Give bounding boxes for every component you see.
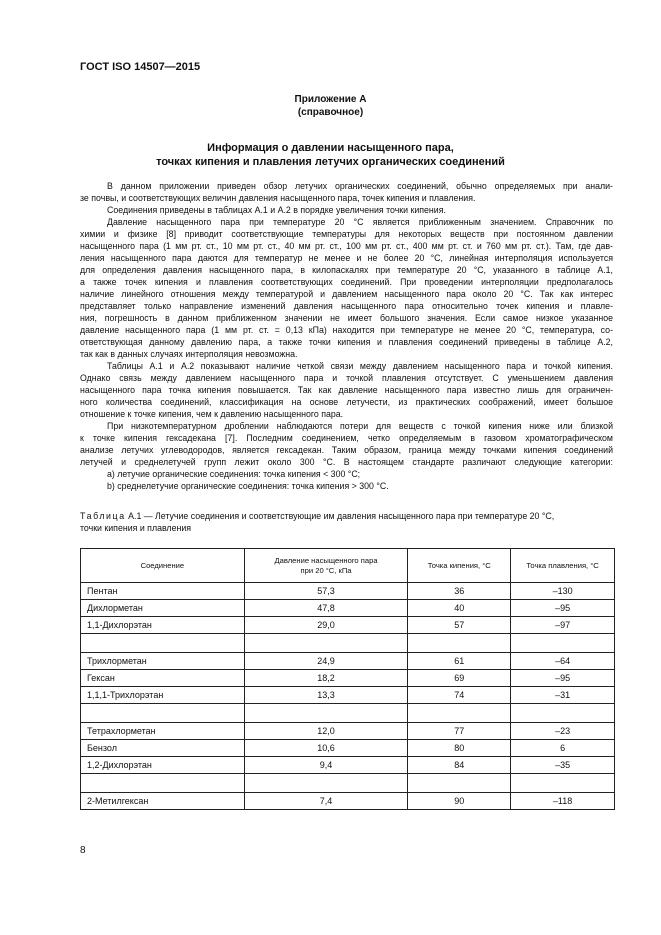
body-line: а также точек кипения и плавления соответствующих соединений. При проведении интерполяции предполагалось [80, 277, 613, 287]
cell-pressure: 47,8 [244, 600, 408, 617]
cell-compound: 1,1-Дихлорэтан [81, 617, 245, 634]
cell-boiling: 36 [408, 583, 511, 600]
table-row [81, 687, 615, 704]
body-line: Таблицы А.1 и А.2 показывают наличие четкой связи между давлением насыщенного пара и точкой кипения. [107, 361, 613, 371]
cell-pressure: 24,9 [244, 653, 408, 670]
body-line: ния, погрешность в данном приближенном значении не имеет большого значения. Если самое низкое указанное [80, 313, 613, 323]
cell-melting: –97 [511, 617, 615, 634]
body-line: так как в данных случаях интерполяция невозможна. [80, 349, 298, 359]
cell-compound: 1,1,1-Трихлорэтан [81, 687, 245, 704]
annex-kind: (справочное) [297, 107, 364, 118]
table-header-row [81, 549, 615, 583]
body-line: летучей и среднелетучей групп лежит около 300 °С. В настоящем стандарте различают следующие категории: [80, 457, 613, 467]
cell-boiling: 84 [408, 757, 511, 774]
annex-title: Приложение А [294, 94, 367, 105]
body-line: зе почвы, и соответствующих величин давления насыщенного пара, точек кипения и плавления. [80, 193, 476, 203]
header-boiling: Точка кипения, °С [408, 549, 511, 583]
table-caption-line-1 [80, 510, 620, 522]
header-melting: Точка плавления, °С [511, 549, 615, 583]
body-line: В данном приложении приведен обзор летучих органических соединений, обычно определяемых при анали- [107, 181, 613, 191]
cell-melting: –130 [511, 583, 615, 600]
cell-pressure: 18,2 [244, 670, 408, 687]
cell-boiling: 74 [408, 687, 511, 704]
empty-cell [408, 774, 511, 793]
empty-cell [81, 774, 245, 793]
table-separator-row [81, 634, 615, 653]
cell-melting: –95 [511, 670, 615, 687]
body-line: a) летучие органические соединения: точка кипения < 300 °С; [107, 469, 361, 479]
empty-cell [408, 704, 511, 723]
table-row [81, 670, 615, 687]
body-line: химии и физике [8] приводит соответствующие температуры для некоторых веществ при постоянном давлении [80, 229, 613, 239]
body-line: анализе летучих углеводородов, является гексадекан. Таким образом, граница между точками кипения соединений [80, 445, 613, 455]
annex-body-text [80, 180, 613, 492]
cell-pressure: 9,4 [244, 757, 408, 774]
cell-melting: –35 [511, 757, 615, 774]
table-row [81, 723, 615, 740]
table-separator-row [81, 774, 615, 793]
cell-melting: –31 [511, 687, 615, 704]
body-line: насыщенного пара точка кипения повышается. Так как давление насыщенного пара известно лишь для ограничен- [80, 385, 613, 395]
cell-pressure: 57,3 [244, 583, 408, 600]
cell-melting: –23 [511, 723, 615, 740]
body-line: для определения давления насыщенного пара, в килопаскалях при температуре 20 °С, указанного в таблице А.1, [80, 265, 613, 275]
page-number: 8 [80, 845, 86, 856]
body-line: При низкотемпературном дроблении наблюдаются потери для веществ с точкой кипения ниже или близкой [107, 421, 613, 431]
table-caption-text: А.1 — Летучие соединения и соответствующие им давления насыщенного пара при температуре 20 °С, [125, 511, 555, 521]
body-line: насыщенного пара (1 мм рт. ст., 10 мм рт. ст., 40 мм рт. ст., 100 мм рт. ст., 400 мм рт. ст. и 760 мм рт. ст.). Там, где дав- [80, 241, 613, 251]
body-line: отношение к точке кипения, чем к давлению насыщенного пара. [80, 409, 344, 419]
table-row [81, 653, 615, 670]
table-row [81, 617, 615, 634]
table-row [81, 757, 615, 774]
annex-heading [0, 141, 661, 169]
cell-compound: 2-Метилгексан [81, 793, 245, 810]
cell-pressure: 12,0 [244, 723, 408, 740]
cell-boiling: 90 [408, 793, 511, 810]
body-line: Однако связь между давлением насыщенного пара и точкой плавления отсутствует. С уменьшением давления [80, 373, 613, 383]
cell-compound: Гексан [81, 670, 245, 687]
table-caption-label: Таблица [80, 511, 126, 521]
body-line: ления насыщенного пара даются для температур не менее и не более 20 °С, линейная интерполяция используется [80, 253, 613, 263]
table-separator-row [81, 704, 615, 723]
empty-cell [511, 774, 615, 793]
header-pressure [244, 549, 408, 583]
empty-cell [408, 634, 511, 653]
cell-boiling: 80 [408, 740, 511, 757]
empty-cell [244, 704, 408, 723]
body-line: наличие линейного отношения между температурой и давлением насыщенного пара около 20 °С. Так как интерес [80, 289, 613, 299]
cell-pressure: 29,0 [244, 617, 408, 634]
empty-cell [511, 634, 615, 653]
empty-cell [244, 774, 408, 793]
empty-cell [81, 704, 245, 723]
body-line: ного количества соединений, классификация на основе летучести, из практических соображений, имеет большое [80, 397, 613, 407]
cell-compound: Тетрахлорметан [81, 723, 245, 740]
cell-compound: Дихлорметан [81, 600, 245, 617]
cell-compound: Трихлорметан [81, 653, 245, 670]
cell-melting: –118 [511, 793, 615, 810]
body-line: Давление насыщенного пара при температуре 20 °С является приближенным значением. Справочник по [107, 217, 613, 227]
body-line: представляет только направление изменений давления насыщенного пара относительно точек кипения и плавле- [80, 301, 613, 311]
body-line: Соединения приведены в таблицах А.1 и А.2 в порядке увеличения точки кипения. [107, 205, 446, 215]
cell-pressure: 13,3 [244, 687, 408, 704]
table-row [81, 740, 615, 757]
table-row [81, 583, 615, 600]
cell-melting: 6 [511, 740, 615, 757]
body-line: давление насыщенного пара (1 мм рт. ст. = 0,13 кПа) находится при температуре не менее 20 °С, температура, со- [80, 325, 613, 335]
cell-boiling: 40 [408, 600, 511, 617]
cell-compound: Пентан [81, 583, 245, 600]
annex-heading-line-1: Информация о давлении насыщенного пара, [207, 142, 454, 154]
empty-cell [81, 634, 245, 653]
standard-header: ГОСТ ISO 14507—2015 [80, 61, 201, 73]
header-pressure-line-1: Давление насыщенного пара [274, 555, 378, 565]
annex-heading-line-2: точках кипения и плавления летучих органических соединений [156, 156, 505, 168]
cell-melting: –95 [511, 600, 615, 617]
empty-cell [244, 634, 408, 653]
cell-pressure: 10,6 [244, 740, 408, 757]
table-caption [80, 510, 620, 534]
cell-melting: –64 [511, 653, 615, 670]
body-line: к точке кипения гексадекана [7]. Последним соединением, четко определяемым в газовом хроматографическом [80, 433, 613, 443]
compounds-table [80, 548, 615, 810]
table-caption-line-2: точки кипения и плавления [80, 523, 191, 533]
cell-compound: Бензол [81, 740, 245, 757]
cell-boiling: 69 [408, 670, 511, 687]
table-row [81, 793, 615, 810]
cell-boiling: 61 [408, 653, 511, 670]
cell-boiling: 57 [408, 617, 511, 634]
cell-boiling: 77 [408, 723, 511, 740]
header-compound: Соединение [81, 549, 245, 583]
empty-cell [511, 704, 615, 723]
body-line: ответствующая данному давлению пара, а также точки кипения и плавления соединений приведены в таблице А.2, [80, 337, 613, 347]
header-pressure-line-2: при 20 °С, кПа [300, 565, 352, 575]
cell-compound: 1,2-Дихлорэтан [81, 757, 245, 774]
table-row [81, 600, 615, 617]
cell-pressure: 7,4 [244, 793, 408, 810]
body-line: b) среднелетучие органические соединения: точка кипения > 300 °С. [107, 481, 389, 491]
